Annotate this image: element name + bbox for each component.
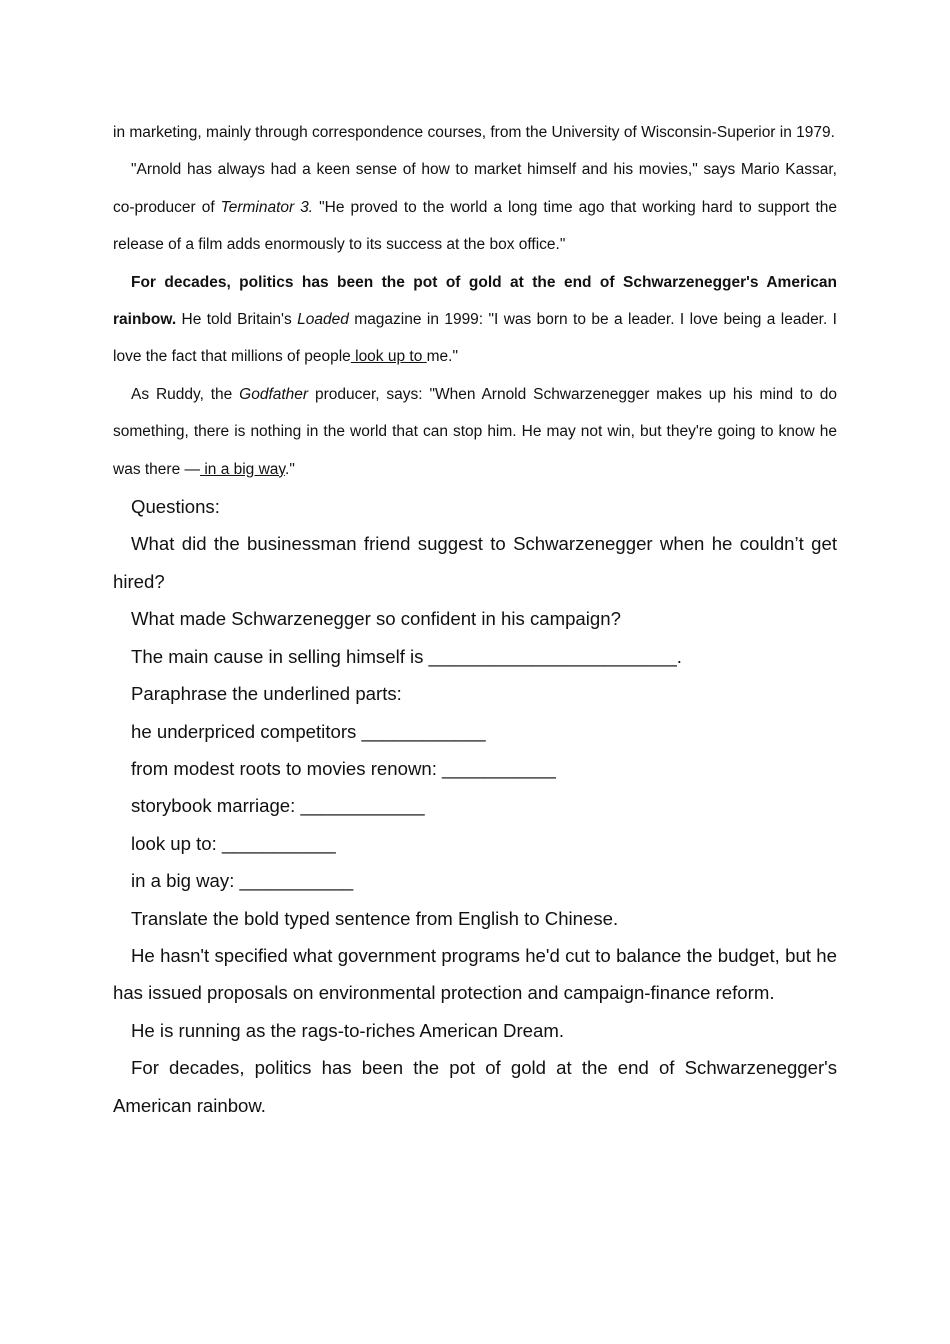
translate-item: For decades, politics has been the pot of gold at the end of Schwarzenegger's American rainbow. <box>113 1057 837 1116</box>
paraphrase-heading: Paraphrase the underlined parts: <box>131 683 402 705</box>
question-1: What did the businessman friend suggest to Schwarzenegger when he couldn’t get hired? <box>113 533 837 592</box>
paragraph-text: me." <box>426 348 458 366</box>
paragraph-text: producer, says: "When Arnold Schwarzenegger makes up his mind to do something, there is nothing in the world that can stop him. He may not win, but they're going to know he was there — <box>113 385 838 478</box>
paraphrase-item: he underpriced competitors ____________ <box>131 720 486 742</box>
passage-paragraph-2 <box>113 151 837 263</box>
translate-heading: Translate the bold typed sentence from English to Chinese. <box>131 907 619 929</box>
paragraph-text: He told Britain's <box>176 311 298 329</box>
film-title: Godfather <box>239 385 309 403</box>
paragraph-text: As Ruddy, the <box>131 385 240 403</box>
questions-heading: Questions: <box>131 496 220 518</box>
translate-item: He is running as the rags-to-riches American Dream. <box>131 1019 564 1041</box>
underlined-phrase: look up to <box>350 348 427 366</box>
passage-paragraph-3 <box>113 264 837 376</box>
paragraph-text: magazine in 1999: "I was born to be a leader. I love being a leader. I love the fact that millions of people <box>113 311 837 366</box>
underlined-phrase: in a big way <box>200 460 286 478</box>
question-3: The main cause in selling himself is ________________________. <box>131 645 682 667</box>
translate-item: He hasn't specified what government programs he'd cut to balance the budget, but he has issued proposals on environmental protection and campaign-finance reform. <box>113 944 837 1004</box>
document-page <box>113 114 837 1124</box>
film-title: Terminator 3. <box>220 198 314 216</box>
paraphrase-item: storybook marriage: ____________ <box>131 795 425 817</box>
passage-paragraph-4 <box>113 376 837 488</box>
paraphrase-item: look up to: ___________ <box>131 832 336 854</box>
quote-text: "Arnold has always had a keen sense of how to market himself and his movies," says Mario Kassar, co-producer of <box>113 161 837 216</box>
paraphrase-item: in a big way: ___________ <box>131 870 354 892</box>
passage-paragraph-1: in marketing, mainly through correspondence courses, from the University of Wisconsin-Superior in 1979. <box>113 124 835 141</box>
quote-text: "He proved to the world a long time ago that working hard to support the release of a film adds enormously to its success at the box office." <box>113 198 837 254</box>
bold-sentence: For decades, politics has been the pot of gold at the end of Schwarzenegger's American rainbow. <box>113 273 837 329</box>
magazine-title: Loaded <box>297 311 349 329</box>
question-2: What made Schwarzenegger so confident in his campaign? <box>131 608 621 630</box>
paragraph-text: ." <box>285 460 295 478</box>
paraphrase-item: from modest roots to movies renown: ___________ <box>131 757 556 779</box>
